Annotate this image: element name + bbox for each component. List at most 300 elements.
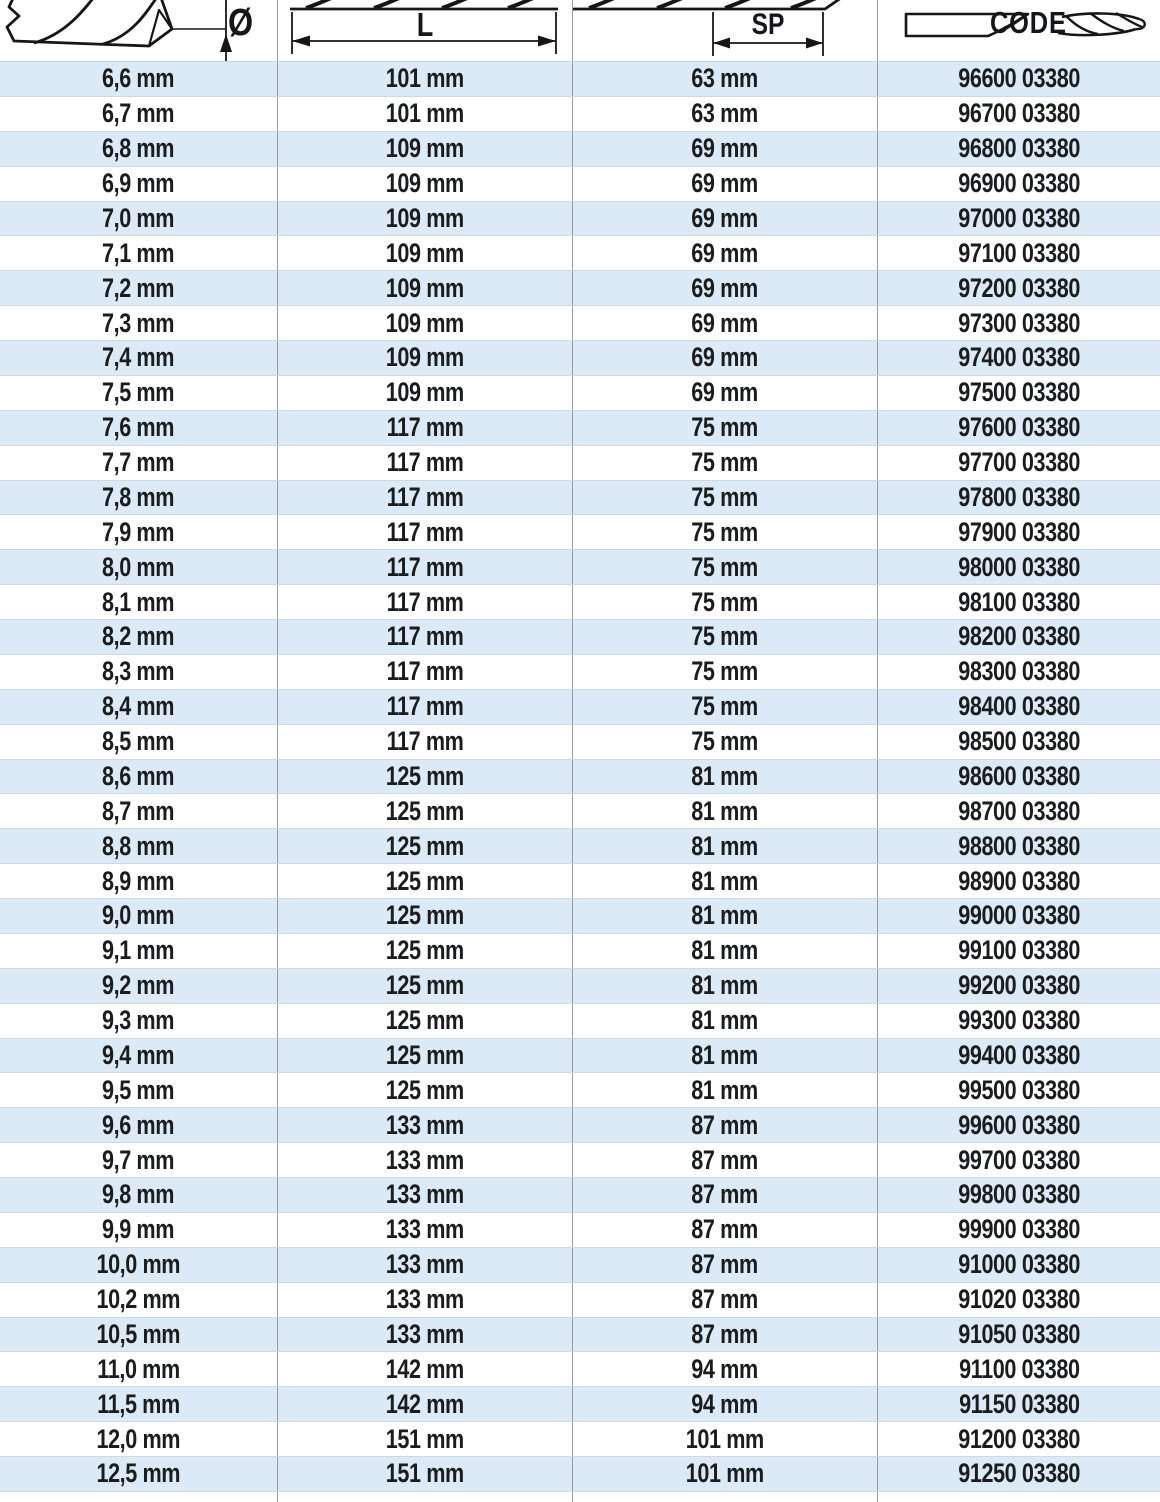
cell-code xyxy=(878,829,1160,863)
length-value: 117 mm xyxy=(386,621,464,652)
cell-spiral-length xyxy=(573,446,878,480)
diameter-value: 7,8 mm xyxy=(102,481,175,512)
diameter-value: 8,5 mm xyxy=(102,726,175,757)
cell-code xyxy=(878,655,1160,689)
cell-diameter xyxy=(0,132,278,166)
cell-code xyxy=(878,1457,1160,1491)
cell-length xyxy=(278,1213,573,1247)
table-row xyxy=(0,620,1160,655)
cell-length xyxy=(278,515,573,549)
cell-length xyxy=(278,620,573,654)
diameter-value: 7,0 mm xyxy=(102,202,175,233)
length-value: 117 mm xyxy=(386,551,464,582)
cell-diameter xyxy=(0,1387,278,1421)
diameter-value: 7,9 mm xyxy=(102,516,175,547)
cell-spiral-length xyxy=(573,1318,878,1352)
length-value: 117 mm xyxy=(386,412,464,443)
spiral-length-value: 87 mm xyxy=(691,1284,759,1315)
spiral-length-value: 75 mm xyxy=(691,481,759,512)
length-value: 125 mm xyxy=(385,830,465,861)
cell-length xyxy=(278,969,573,1003)
cell-length xyxy=(278,97,573,131)
cell-code xyxy=(878,62,1160,96)
cell-length xyxy=(278,1178,573,1212)
code-value: 99400 03380 xyxy=(958,1039,1080,1070)
length-value: 133 mm xyxy=(385,1284,465,1315)
spiral-length-value: 87 mm xyxy=(691,1109,759,1140)
spiral-length-value: 81 mm xyxy=(691,1074,759,1105)
cell-diameter xyxy=(0,1143,278,1177)
table-row xyxy=(0,1039,1160,1074)
cell-length xyxy=(278,1143,573,1177)
cell-length xyxy=(278,655,573,689)
cell-code xyxy=(878,969,1160,1003)
cell-code xyxy=(878,202,1160,236)
spiral-length-value: 69 mm xyxy=(691,168,759,199)
cell-length xyxy=(278,864,573,898)
table-row xyxy=(0,132,1160,167)
cell-spiral-length xyxy=(573,1352,878,1386)
cell-diameter xyxy=(0,1039,278,1073)
diameter-value: 6,9 mm xyxy=(102,168,175,199)
cell-spiral-length xyxy=(573,1073,878,1107)
cell-length xyxy=(278,1248,573,1282)
cell-code xyxy=(878,1039,1160,1073)
spiral-length-value: 75 mm xyxy=(691,656,759,687)
table-row xyxy=(0,341,1160,376)
diameter-value: 9,5 mm xyxy=(102,1074,175,1105)
diameter-value: 9,1 mm xyxy=(102,935,175,966)
diameter-value: 7,1 mm xyxy=(102,237,175,268)
spiral-length-value: 81 mm xyxy=(691,1039,759,1070)
drill-spiral-diagram-icon xyxy=(573,0,878,61)
cell-diameter xyxy=(0,62,278,96)
cell-code xyxy=(878,934,1160,968)
header-cell-diameter xyxy=(0,0,278,61)
diameter-value: 9,3 mm xyxy=(102,1005,175,1036)
diameter-value: 8,4 mm xyxy=(102,691,175,722)
diameter-value: 9,8 mm xyxy=(102,1179,175,1210)
code-value: 98400 03380 xyxy=(958,691,1080,722)
cell-length xyxy=(278,132,573,166)
cell-diameter xyxy=(0,481,278,515)
cell-length xyxy=(278,690,573,724)
cell-diameter xyxy=(0,1283,278,1317)
cell-code xyxy=(878,1387,1160,1421)
cell-diameter xyxy=(0,306,278,340)
cell-code xyxy=(878,132,1160,166)
table-row xyxy=(0,1143,1160,1178)
code-value: 98300 03380 xyxy=(958,656,1080,687)
table-row xyxy=(0,760,1160,795)
length-value: 125 mm xyxy=(385,935,465,966)
code-value: 98800 03380 xyxy=(958,830,1080,861)
spiral-length-value: 87 mm xyxy=(691,1214,759,1245)
cell-length xyxy=(278,1352,573,1386)
table-row xyxy=(0,969,1160,1004)
cell-code xyxy=(878,725,1160,759)
table-row xyxy=(0,550,1160,585)
cell-code xyxy=(878,446,1160,480)
spiral-symbol: SP xyxy=(751,8,785,41)
cell-spiral-length xyxy=(573,725,878,759)
length-value: 125 mm xyxy=(385,795,465,826)
length-symbol: L xyxy=(416,6,434,43)
code-value: 97900 03380 xyxy=(958,516,1080,547)
length-value: 133 mm xyxy=(385,1144,465,1175)
diameter-value: 8,2 mm xyxy=(102,621,175,652)
diameter-value: 11,0 mm xyxy=(97,1353,180,1384)
code-value: 98000 03380 xyxy=(958,551,1080,582)
cell-length xyxy=(278,550,573,584)
cell-length xyxy=(278,1318,573,1352)
diameter-value: 9,6 mm xyxy=(102,1109,175,1140)
cell-spiral-length xyxy=(573,934,878,968)
cell-spiral-length xyxy=(573,306,878,340)
cell-diameter xyxy=(0,446,278,480)
cell-code xyxy=(878,1004,1160,1038)
cell-diameter xyxy=(0,1004,278,1038)
table-row xyxy=(0,376,1160,411)
cell-spiral-length xyxy=(573,341,878,375)
cell-spiral-length xyxy=(573,1039,878,1073)
table-body xyxy=(0,62,1160,1492)
length-value: 117 mm xyxy=(386,447,464,478)
cell-diameter xyxy=(0,794,278,828)
length-value: 117 mm xyxy=(386,726,464,757)
code-value: 99500 03380 xyxy=(958,1074,1080,1105)
length-value: 133 mm xyxy=(385,1214,465,1245)
diameter-value: 8,9 mm xyxy=(102,865,175,896)
code-value: 98700 03380 xyxy=(958,795,1080,826)
table-row xyxy=(0,690,1160,725)
code-value: 91000 03380 xyxy=(958,1249,1080,1280)
cell-diameter xyxy=(0,202,278,236)
length-value: 101 mm xyxy=(385,63,465,94)
spiral-length-value: 81 mm xyxy=(691,900,759,931)
diameter-value: 9,7 mm xyxy=(102,1144,175,1175)
cell-diameter xyxy=(0,1422,278,1456)
code-value: 96900 03380 xyxy=(958,168,1080,199)
spiral-length-value: 101 mm xyxy=(685,1423,765,1454)
partial-next-row xyxy=(0,1492,1160,1502)
cell-code xyxy=(878,1108,1160,1142)
cell-diameter xyxy=(0,1318,278,1352)
spiral-length-value: 75 mm xyxy=(691,586,759,617)
diameter-value: 10,5 mm xyxy=(96,1318,181,1349)
cell-length xyxy=(278,1039,573,1073)
cell-code xyxy=(878,1143,1160,1177)
cell-length xyxy=(278,1004,573,1038)
table-row xyxy=(0,167,1160,202)
table-row xyxy=(0,236,1160,271)
table-row xyxy=(0,271,1160,306)
table-row xyxy=(0,1457,1160,1492)
cell-diameter xyxy=(0,829,278,863)
diameter-value: 6,8 mm xyxy=(102,133,175,164)
cell-code xyxy=(878,271,1160,305)
cell-code xyxy=(878,515,1160,549)
cell-length xyxy=(278,306,573,340)
length-value: 117 mm xyxy=(386,481,464,512)
cell-spiral-length xyxy=(573,829,878,863)
cell-diameter xyxy=(0,585,278,619)
spiral-length-value: 75 mm xyxy=(691,551,759,582)
cell-code xyxy=(878,1422,1160,1456)
table-row xyxy=(0,794,1160,829)
diameter-value: 8,0 mm xyxy=(102,551,175,582)
table-row xyxy=(0,1108,1160,1143)
code-value: 98100 03380 xyxy=(958,586,1080,617)
cell-code xyxy=(878,341,1160,375)
spiral-length-value: 69 mm xyxy=(691,307,759,338)
diameter-value: 8,7 mm xyxy=(102,795,175,826)
cell-code xyxy=(878,97,1160,131)
cell-length xyxy=(278,760,573,794)
code-value: 97600 03380 xyxy=(958,412,1080,443)
code-value: 97100 03380 xyxy=(958,237,1080,268)
cell-diameter xyxy=(0,760,278,794)
cell-spiral-length xyxy=(573,690,878,724)
code-value: 99700 03380 xyxy=(958,1144,1080,1175)
table-row xyxy=(0,899,1160,934)
cell-length xyxy=(278,1108,573,1142)
table-row xyxy=(0,655,1160,690)
diameter-value: 7,3 mm xyxy=(102,307,175,338)
length-value: 117 mm xyxy=(386,691,464,722)
length-value: 133 mm xyxy=(385,1109,465,1140)
cell-diameter xyxy=(0,1457,278,1491)
cell-diameter xyxy=(0,690,278,724)
diameter-value: 12,0 mm xyxy=(96,1423,181,1454)
spiral-length-value: 94 mm xyxy=(691,1388,759,1419)
cell-spiral-length xyxy=(573,899,878,933)
code-value: 99800 03380 xyxy=(958,1179,1080,1210)
code-label: CODE xyxy=(990,5,1067,40)
cell-length xyxy=(278,585,573,619)
spiral-length-value: 69 mm xyxy=(691,237,759,268)
cell-length xyxy=(278,1387,573,1421)
code-value: 97500 03380 xyxy=(958,377,1080,408)
cell-spiral-length xyxy=(573,376,878,410)
table-row xyxy=(0,1387,1160,1422)
diameter-value: 9,9 mm xyxy=(102,1214,175,1245)
cell-diameter xyxy=(0,271,278,305)
table-row xyxy=(0,1283,1160,1318)
table-row xyxy=(0,934,1160,969)
cell-spiral-length xyxy=(573,132,878,166)
cell-spiral-length xyxy=(573,794,878,828)
cell-length xyxy=(278,271,573,305)
cell-code xyxy=(878,411,1160,445)
code-value: 97000 03380 xyxy=(958,202,1080,233)
length-value: 125 mm xyxy=(385,760,465,791)
length-value: 133 mm xyxy=(385,1249,465,1280)
cell-length xyxy=(278,167,573,201)
code-value: 98600 03380 xyxy=(958,760,1080,791)
table-row xyxy=(0,202,1160,237)
table-row xyxy=(0,585,1160,620)
length-value: 109 mm xyxy=(385,133,465,164)
table-row xyxy=(0,1318,1160,1353)
cell-diameter xyxy=(0,725,278,759)
diameter-value: 9,4 mm xyxy=(102,1039,175,1070)
code-value: 99300 03380 xyxy=(958,1005,1080,1036)
code-value: 96700 03380 xyxy=(958,98,1080,129)
length-value: 117 mm xyxy=(386,656,464,687)
cell-length xyxy=(278,1073,573,1107)
cell-spiral-length xyxy=(573,655,878,689)
cell-diameter xyxy=(0,97,278,131)
length-value: 125 mm xyxy=(385,970,465,1001)
cell-length xyxy=(278,1457,573,1491)
spiral-length-value: 75 mm xyxy=(691,691,759,722)
table-row xyxy=(0,725,1160,760)
cell-spiral-length xyxy=(573,202,878,236)
length-value: 133 mm xyxy=(385,1318,465,1349)
spiral-length-value: 75 mm xyxy=(691,621,759,652)
code-value: 96600 03380 xyxy=(958,63,1080,94)
table-row xyxy=(0,306,1160,341)
cell-spiral-length xyxy=(573,236,878,270)
diameter-value: 8,1 mm xyxy=(102,586,175,617)
cell-code xyxy=(878,620,1160,654)
table-row xyxy=(0,1422,1160,1457)
length-value: 109 mm xyxy=(385,377,465,408)
cell-length xyxy=(278,481,573,515)
table-row xyxy=(0,864,1160,899)
length-value: 109 mm xyxy=(385,168,465,199)
code-value: 99600 03380 xyxy=(958,1109,1080,1140)
cell-length xyxy=(278,376,573,410)
code-value: 97400 03380 xyxy=(958,342,1080,373)
cell-diameter xyxy=(0,969,278,1003)
length-value: 151 mm xyxy=(385,1458,465,1489)
length-value: 109 mm xyxy=(385,307,465,338)
cell-length xyxy=(278,1422,573,1456)
table-row xyxy=(0,1248,1160,1283)
spiral-length-value: 101 mm xyxy=(685,1458,765,1489)
cell-diameter xyxy=(0,899,278,933)
cell-length xyxy=(278,794,573,828)
code-value: 99000 03380 xyxy=(958,900,1080,931)
spiral-length-value: 75 mm xyxy=(691,726,759,757)
cell-code xyxy=(878,1178,1160,1212)
cell-spiral-length xyxy=(573,1248,878,1282)
cell-spiral-length xyxy=(573,515,878,549)
length-value: 125 mm xyxy=(385,1039,465,1070)
diameter-value: 7,5 mm xyxy=(102,377,175,408)
length-value: 117 mm xyxy=(386,586,464,617)
code-value: 98500 03380 xyxy=(958,726,1080,757)
cell-spiral-length xyxy=(573,1283,878,1317)
header-cell-length xyxy=(278,0,573,61)
cell-spiral-length xyxy=(573,1004,878,1038)
cell-diameter xyxy=(0,1213,278,1247)
spiral-length-value: 69 mm xyxy=(691,342,759,373)
length-value: 101 mm xyxy=(385,98,465,129)
cell-length xyxy=(278,446,573,480)
spiral-length-value: 69 mm xyxy=(691,272,759,303)
cell-spiral-length xyxy=(573,969,878,1003)
length-value: 125 mm xyxy=(385,865,465,896)
cell-spiral-length xyxy=(573,1143,878,1177)
code-value: 98200 03380 xyxy=(958,621,1080,652)
cell-spiral-length xyxy=(573,62,878,96)
cell-length xyxy=(278,202,573,236)
cell-code xyxy=(878,1073,1160,1107)
table-row xyxy=(0,62,1160,97)
code-value: 97800 03380 xyxy=(958,481,1080,512)
code-value: 91150 03380 xyxy=(958,1388,1080,1419)
cell-code xyxy=(878,794,1160,828)
table-row xyxy=(0,1213,1160,1248)
table-row xyxy=(0,481,1160,516)
length-value: 109 mm xyxy=(385,342,465,373)
cell-length xyxy=(278,236,573,270)
cell-code xyxy=(878,376,1160,410)
cell-spiral-length xyxy=(573,1178,878,1212)
diameter-symbol: Ø xyxy=(228,2,254,44)
diameter-value: 7,4 mm xyxy=(102,342,175,373)
spiral-length-value: 81 mm xyxy=(691,865,759,896)
cell-length xyxy=(278,934,573,968)
cell-spiral-length xyxy=(573,1213,878,1247)
diameter-value: 6,7 mm xyxy=(102,98,175,129)
cell-diameter xyxy=(0,376,278,410)
cell-spiral-length xyxy=(573,1422,878,1456)
cell-code xyxy=(878,585,1160,619)
length-value: 125 mm xyxy=(385,1005,465,1036)
cell-code xyxy=(878,690,1160,724)
cell-spiral-length xyxy=(573,97,878,131)
diameter-value: 7,6 mm xyxy=(102,412,175,443)
length-value: 109 mm xyxy=(385,202,465,233)
cell-diameter xyxy=(0,411,278,445)
code-value: 98900 03380 xyxy=(958,865,1080,896)
cell-spiral-length xyxy=(573,550,878,584)
cell-code xyxy=(878,1318,1160,1352)
diameter-value: 9,0 mm xyxy=(102,900,175,931)
code-value: 91100 03380 xyxy=(958,1353,1080,1384)
table-row xyxy=(0,1352,1160,1387)
code-value: 91020 03380 xyxy=(958,1284,1080,1315)
cell-spiral-length xyxy=(573,411,878,445)
cell-spiral-length xyxy=(573,760,878,794)
cell-diameter xyxy=(0,655,278,689)
spiral-length-value: 87 mm xyxy=(691,1144,759,1175)
cell-code xyxy=(878,236,1160,270)
code-value: 91200 03380 xyxy=(958,1423,1080,1454)
cell-length xyxy=(278,62,573,96)
code-value: 97200 03380 xyxy=(958,272,1080,303)
code-value: 99200 03380 xyxy=(958,970,1080,1001)
spiral-length-value: 63 mm xyxy=(691,63,759,94)
length-value: 125 mm xyxy=(385,900,465,931)
cell-code xyxy=(878,760,1160,794)
cell-code xyxy=(878,550,1160,584)
cell-spiral-length xyxy=(573,585,878,619)
diameter-value: 11,5 mm xyxy=(97,1388,180,1419)
length-value: 142 mm xyxy=(385,1388,465,1419)
spiral-length-value: 81 mm xyxy=(691,830,759,861)
cell-code xyxy=(878,1213,1160,1247)
header-cell-spiral xyxy=(573,0,878,61)
spiral-length-value: 81 mm xyxy=(691,1005,759,1036)
code-value: 99100 03380 xyxy=(958,935,1080,966)
table-row xyxy=(0,411,1160,446)
diameter-value: 8,3 mm xyxy=(102,656,175,687)
